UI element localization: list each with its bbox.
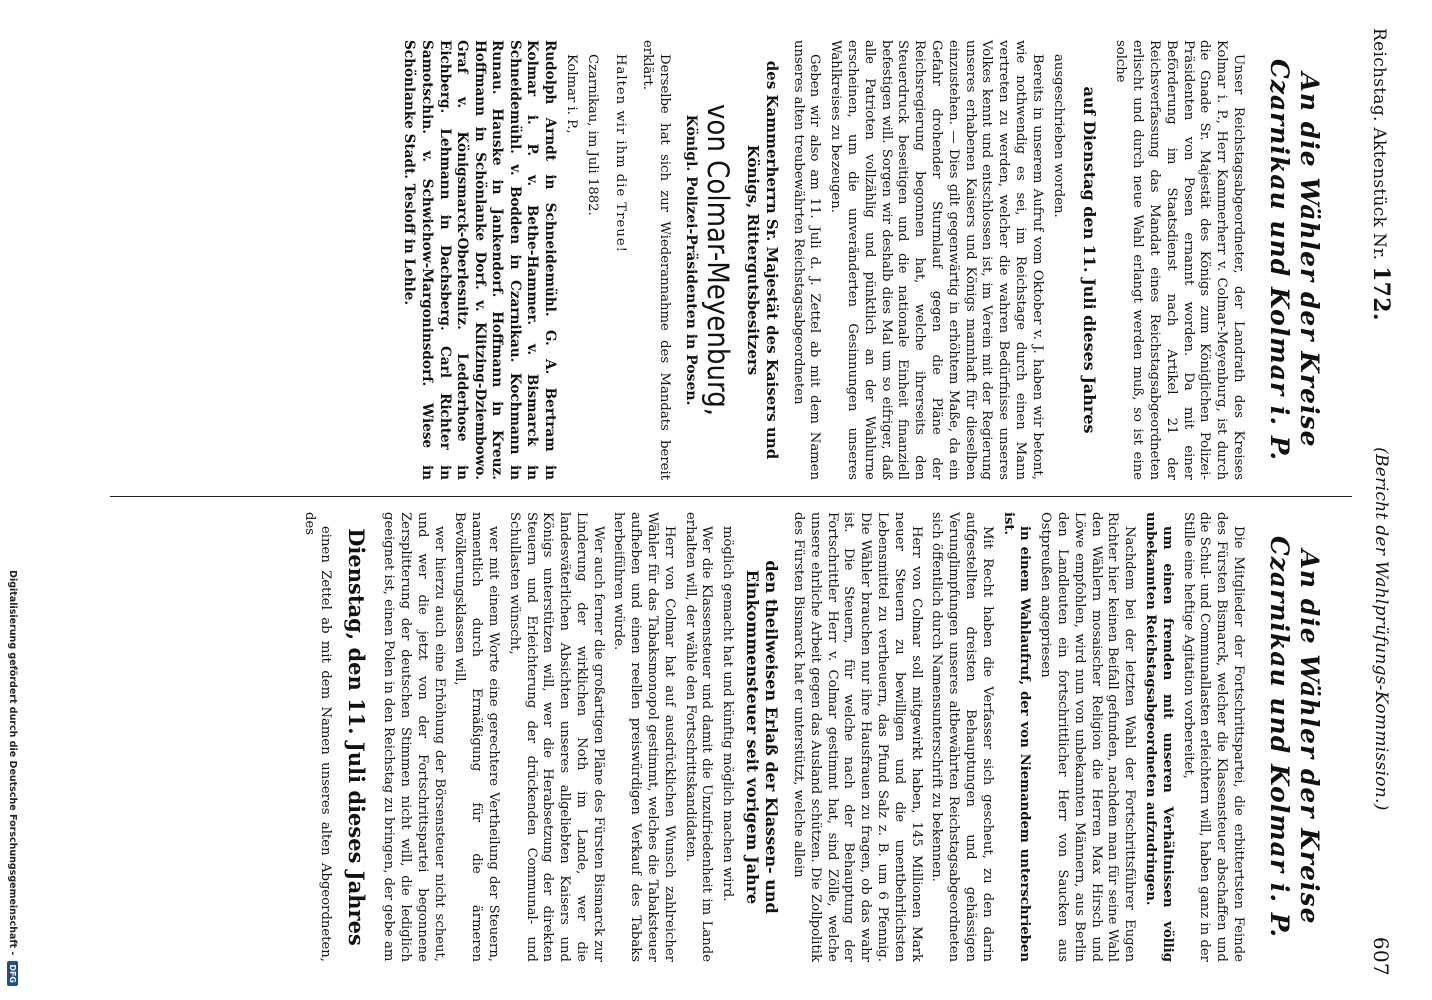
right-paragraph: Herr von Colmar hat auf ausdrücklichen Wunsch zahlreicher Wähler für das Tabaksmonopol gestimmt, welches die Tabaksteuer aufheben und einen reellen preiswürdigen Verkauf des Tabaks herbeiführen würde. bbox=[611, 512, 677, 962]
right-paragraph-bold: um einen fremden mit unseren Verhältnissen völlig unbekannten Reichstagsabgeordneten aufzudringen. bbox=[1143, 512, 1175, 962]
left-paragraph: Geben wir also am 11. Juli d. J. Zettel ab mit dem Namen unseres alten treubewährten Reichstagsabgeordneten bbox=[790, 40, 823, 480]
dfg-logo: DFG bbox=[8, 961, 19, 986]
left-column bbox=[396, 40, 1324, 480]
candidate-title: Königl. Polizei-Präsidenten in Posen. bbox=[682, 114, 699, 406]
candidate-honor: des Kammerherrn Sr. Majestät des Kaisers und Königs, Rittergutsbesitzers bbox=[743, 60, 781, 460]
right-paragraph: möglich gemacht hat und künftig möglich machen wird. bbox=[720, 526, 736, 902]
right-paragraph: einen Zettel ab mit dem Namen unseres alten Abgeordneten, des bbox=[301, 512, 334, 962]
credit-text: Digitalisierung gefördert durch die Deutsche Forschungsgemeinschaft - bbox=[7, 570, 19, 956]
header-left-text: Reichstag. Aktenstück Nr. bbox=[1369, 28, 1389, 261]
header-left bbox=[1368, 28, 1394, 321]
right-paragraph: wer mit einem Worte eine gerechtere Vertheilung der Steuern, namentlich durch Ermäßigung für die ärmeren Bevölkerungsklassen will, bbox=[452, 512, 501, 962]
signers-list: Rudolph Arndt in Schneidemühl. G. A. Bertram in Kolmar i. P. v. Bethe-Hammer. v. Bismarck in Schneidemühl. v. Bodden in Czarnikau. Kochmann in Runau. Hauske in Jankendorf. Hoffmann in Kreuz. Hoffmann in Schönlanke Dorf. v. Klitzing-Dziembowo. Graf v. Königsmarck-Oberlesnitz. Ledderhose in Eichberg. Lehmann in Dachsberg. Carl Richter in Samotschin. v. Schwichow-Margoninsdorf. Wiese in Schönlanke Stadt. Tesloff in Lehle. bbox=[401, 40, 559, 480]
right-paragraph: Wer auch ferner die großartigen Pläne des Fürsten Bismarck zur Linderung der wirklichen Noth im Lande, wer die landesväterlichen Absichten unseres allgeliebten Kaisers und Königs unterstützen will, wer die Herabsetzung der direkten Steuern und Erleichterung der drückenden Communal- und Schullasten wünscht, bbox=[506, 512, 606, 962]
right-paragraph: Mit Recht haben die Verfasser sich gescheut, zu den darin aufgestellten dreisten Behauptungen und gehässigen Verunglimpfungen unseres altbewährten Reichstagsabgeordneten sich öffentlich durch Namensunterschrift zu bekennen. bbox=[929, 512, 995, 962]
right-column bbox=[296, 512, 1324, 962]
digitization-credit bbox=[0, 0, 26, 1000]
page-number: 607 bbox=[1369, 936, 1393, 976]
left-paragraph: Derselbe hat sich zur Wiederannahme des Mandats bereit erklärt. bbox=[640, 40, 673, 480]
place-date: Czarnikau, im Juli 1882. bbox=[584, 54, 600, 216]
left-paragraph: Unser Reichstagsabgeordneter, der Landrath des Kreises Kolmar i. P., Herr Kammerherr v. Colmar-Meyenburg, ist durch die Gnade Sr. Majestät des Königs zum Königlichen Polizei-Präsidenten von Posen ernannt worden. Da mit einer Beförderung im Staatsdienst nach Artikel 21 der Reichsverfassung das Mandat eines Reichstagsabgeordneten erlischt und durch neue Wahl erlangt werden muß, so ist eine solche bbox=[1113, 40, 1246, 480]
right-paragraph: Herr von Colmar soll mitgewirkt haben, 145 Millionen Mark neuer Steuern zu bewilligen und die unentbehrlichsten Lebensmittel zu vertheuern, das Pfund Salz z. B. um 6 Pfennig. Die Wähler brauchen nur ihre Hausfrauen zu fragen, ob das wahr ist. Die Steuern, für welche nach der Behauptung der Fortschrittler Herr v. Colmar gestimmt hat, sind Zölle, welche unsere ehrliche Arbeit gegen das Ausland schützen. Die Zollpolitik des Fürsten Bismarck hat er unterstützt, welche allein bbox=[791, 512, 924, 962]
right-paragraph: wer hierzu auch eine Erhöhung der Börsensteuer nicht scheut, und wer die jetzt von der Fortschrittspartei begonnene Zersplitterung der deutschen Stimmen nicht will, die lediglich geeignet ist, einen Polen in den Reichstag zu bringen, der gebe am bbox=[381, 512, 447, 962]
left-column-title: An die Wähler der Kreise Czarnikau und Kolmar i. P. bbox=[1265, 58, 1324, 462]
place-second: Kolmar i. P., bbox=[563, 54, 579, 134]
candidate-name: von Colmar-Meyenburg, bbox=[700, 103, 735, 417]
page-header bbox=[1366, 28, 1396, 976]
right-paragraph: Nachdem bei der letzten Wahl der Fortschrittsführer Eugen Richter hier keinen Beifall gefunden, nachdem man für seine Wahl den Wählern mosaischer Religion die Herren Max Hirsch und Löwe empfohlen, wird nun von unbekannten Männern, aus Berlin den Landleuten ein fortschrittlicher Herr von Saucken aus Ostpreußen angepriesen bbox=[1038, 512, 1138, 962]
column-divider bbox=[110, 496, 1352, 497]
left-paragraph: Bereits in unserem Aufruf vom Oktober v. J. haben wir betont, wie nothwendig es sei, im Reichstage durch einen Mann vertreten zu werden, welcher die wahren Bedürfnisse unseres Volkes kennt und entschlossen ist, im Verein mit der Regierung unseres erhabenen Kaisers und Königs mannhaft für dieselben einzustehen. — Dies gilt gegenwärtig in erhöhtem Maße, da ein Gefahr drohender Sturmlauf gegen die Pläne der Reichsregierung begonnen hat, welche ihrerseits den Steuerdruck beseitigen und die nationale Einheit finanziell befestigen will. Sorgen wir deshalb dies Mal um so eifriger, daß alle Patrioten vollzählig und pünktlich an der Wahlurne erscheinen, um die unveränderten Gesinnungen unseres Wahlkreises zu bezeugen. bbox=[828, 40, 1045, 480]
right-column-title: An die Wähler der Kreise Czarnikau und Kolmar i. P. bbox=[1265, 535, 1324, 939]
right-paragraph: Wer die Klassensteuer und damit die Unzufriedenheit im Lande erhalten will, der wähle den Fortschrittskandidaten. bbox=[682, 512, 715, 962]
right-paragraph-bold: in einem Wahlaufruf, der von Niemandem unterschrieben ist. bbox=[1000, 512, 1033, 962]
left-slogan: Halten wir ihm die Treue! bbox=[613, 54, 629, 253]
right-election-date: Dienstag, den 11. Juli dieses Jahres bbox=[344, 528, 370, 946]
left-paragraph: ausgeschrieben worden. bbox=[1050, 54, 1066, 218]
header-middle: (Bericht der Wahlprüfungs-Kommission.) bbox=[1371, 447, 1391, 811]
header-number: 172. bbox=[1368, 266, 1394, 321]
left-election-date: auf Dienstag den 11. Juli dieses Jahres bbox=[1079, 86, 1099, 434]
right-paragraph: Die Mitglieder der Fortschrittspartei, die erbittertsten Feinde des Fürsten Bismarck, welcher die Klassensteuer abschaffen und die Schul- und Communallasten erleichtern will, haben ganz in der Stille eine heftige Agitation vorbereitet, bbox=[1180, 512, 1246, 962]
tax-relief-heading: den theilweisen Erlaß der Klassen- und Einkommensteuer seit vorigem Jahre bbox=[743, 560, 782, 914]
